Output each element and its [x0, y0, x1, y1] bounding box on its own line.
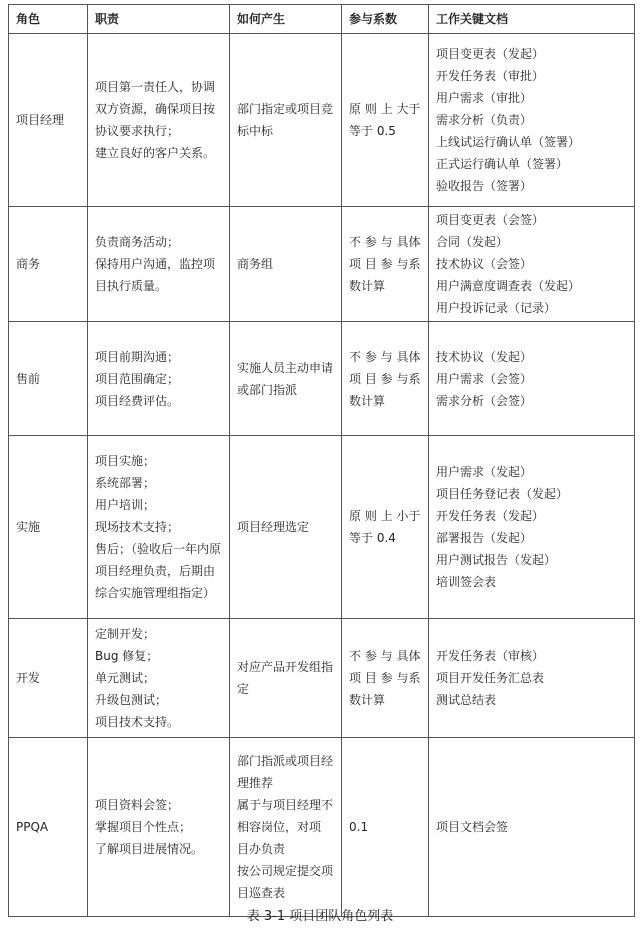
documents-cell	[429, 34, 635, 207]
documents-cell	[429, 207, 635, 322]
origin-cell	[230, 34, 342, 207]
cell-line: 开发任务表（发起）	[436, 509, 545, 523]
cell-line: 原 则 上 小于	[349, 509, 421, 523]
cell-line: 开发任务表（审核）	[436, 649, 545, 663]
cell-line: 用户投诉记录（记录）	[436, 301, 557, 315]
coefficient-cell	[342, 322, 429, 436]
role-cell: PPQA	[9, 738, 88, 917]
cell-line: 项目经费评估。	[95, 393, 180, 408]
table-header-row	[9, 5, 635, 34]
table-row	[9, 322, 635, 436]
cell-line: 负责商务活动；	[95, 235, 180, 249]
cell-line: 用户测试报告（发起）	[436, 553, 557, 567]
duties-cell	[88, 34, 230, 207]
cell-line: 原 则 上 大于	[349, 102, 421, 116]
cell-line: 商务组	[237, 257, 274, 271]
table-row	[9, 34, 635, 207]
header-coefficient: 参与系数	[342, 5, 429, 34]
cell-line: 等于 0.4	[349, 531, 396, 545]
cell-line: 按公司规定提交项目巡查表	[237, 864, 334, 900]
table-row	[9, 738, 635, 917]
cell-line: 项目第一责任人，协调双方资源，确保项目按协议要求执行；	[95, 80, 216, 138]
role-cell: 开发	[9, 619, 88, 738]
cell-line: 项目技术支持。	[95, 715, 180, 729]
cell-line: 数计算	[349, 279, 386, 293]
cell-line: 属于与项目经理不相容岗位，对项	[237, 798, 334, 834]
cell-line: 验收报告（签署）	[436, 179, 533, 193]
cell-line: 技术协议（发起）	[436, 349, 533, 364]
cell-line: 项目变更表（发起）	[436, 47, 545, 61]
duties-cell	[88, 436, 230, 619]
cell-line: 单元测试；	[95, 671, 156, 685]
cell-line: 项目变更表（会签）	[436, 213, 545, 227]
cell-line: 目办负责	[237, 842, 286, 856]
table-row	[9, 619, 635, 738]
cell-line: 定制开发；	[95, 627, 156, 641]
cell-line: 培训签会表	[436, 575, 497, 589]
cell-line: 等于 0.5	[349, 124, 396, 138]
cell-line: 开发任务表（审批）	[436, 69, 545, 83]
coefficient-cell	[342, 34, 429, 207]
cell-line: 不 参 与 具体	[349, 235, 421, 249]
cell-line: 了解项目进展情况。	[95, 842, 204, 856]
cell-line: 数计算	[349, 393, 386, 408]
cell-line: 正式运行确认单（签署）	[436, 157, 569, 171]
cell-line: 系统部署；	[95, 476, 156, 490]
cell-line: 项目经理选定	[237, 520, 310, 534]
cell-line: 项目范围确定；	[95, 371, 180, 386]
duties-cell	[88, 738, 230, 917]
cell-line: 用户需求（审批）	[436, 91, 533, 105]
cell-line: 需求分析（会签）	[436, 393, 533, 408]
cell-line: 用户需求（会签）	[436, 371, 533, 386]
origin-cell	[230, 207, 342, 322]
role-cell: 项目经理	[9, 34, 88, 207]
cell-line: 不 参 与 具体	[349, 349, 421, 364]
cell-line: 数计算	[349, 693, 386, 707]
documents-cell	[429, 322, 635, 436]
duties-cell	[88, 207, 230, 322]
header-origin: 如何产生	[230, 5, 342, 34]
cell-line: 项 目 参 与系	[349, 671, 421, 685]
documents-cell	[429, 436, 635, 619]
role-cell: 实施	[9, 436, 88, 619]
cell-line: 项 目 参 与系	[349, 257, 421, 271]
cell-line: 项目实施；	[95, 454, 156, 468]
origin-cell	[230, 738, 342, 917]
role-cell: 售前	[9, 322, 88, 436]
cell-line: 保持用户沟通，监控项目执行质量。	[95, 257, 216, 293]
cell-line: 技术协议（会签）	[436, 257, 533, 271]
origin-cell	[230, 322, 342, 436]
cell-line: 用户满意度调查表（发起）	[436, 279, 581, 293]
cell-line: 需求分析（负责）	[436, 113, 533, 127]
coefficient-cell	[342, 619, 429, 738]
cell-line: 用户培训；	[95, 498, 156, 512]
project-roles-table	[8, 4, 635, 917]
cell-line: 合同（发起）	[436, 235, 509, 249]
cell-line: 项目任务登记表（发起）	[436, 487, 569, 501]
table-row	[9, 207, 635, 322]
header-key-documents: 工作关键文档	[429, 5, 635, 34]
cell-line: Bug 修复；	[95, 649, 159, 663]
duties-cell	[88, 322, 230, 436]
table-body	[9, 34, 635, 917]
cell-line: 项目资料会签；	[95, 798, 180, 812]
cell-line: 0.1	[349, 820, 369, 834]
cell-line: 不 参 与 具体	[349, 649, 421, 663]
cell-line: 项目开发任务汇总表	[436, 671, 545, 685]
cell-line: 项 目 参 与系	[349, 371, 421, 386]
cell-line: 售后；（验收后一年内原项目经理负责，后期由综合实施管理组指定）	[95, 542, 222, 600]
coefficient-cell	[342, 738, 429, 917]
cell-line: 建立良好的客户关系。	[95, 146, 216, 160]
cell-line: 升级包测试；	[95, 693, 168, 707]
cell-line: 项目文档会签	[436, 820, 509, 834]
cell-line: 用户需求（发起）	[436, 465, 533, 479]
cell-line: 实施人员主动申请或部门指派	[237, 360, 334, 397]
duties-cell	[88, 619, 230, 738]
documents-cell	[429, 619, 635, 738]
role-cell: 商务	[9, 207, 88, 322]
cell-line: 对应产品开发组指定	[237, 660, 334, 696]
coefficient-cell	[342, 436, 429, 619]
header-duties: 职责	[88, 5, 230, 34]
cell-line: 部署报告（发起）	[436, 531, 533, 545]
cell-line: 部门指定或项目竞标中标	[237, 102, 334, 138]
origin-cell	[230, 436, 342, 619]
header-role: 角色	[9, 5, 88, 34]
coefficient-cell	[342, 207, 429, 322]
cell-line: 掌握项目个性点；	[95, 820, 192, 834]
cell-line: 测试总结表	[436, 693, 497, 707]
documents-cell	[429, 738, 635, 917]
cell-line: 部门指派或项目经理推荐	[237, 754, 334, 790]
cell-line: 上线试运行确认单（签署）	[436, 135, 581, 149]
table-row	[9, 436, 635, 619]
cell-line: 现场技术支持；	[95, 520, 180, 534]
cell-line: 项目前期沟通；	[95, 349, 180, 364]
table-caption: 表 3-1 项目团队角色列表	[246, 909, 394, 924]
origin-cell	[230, 619, 342, 738]
